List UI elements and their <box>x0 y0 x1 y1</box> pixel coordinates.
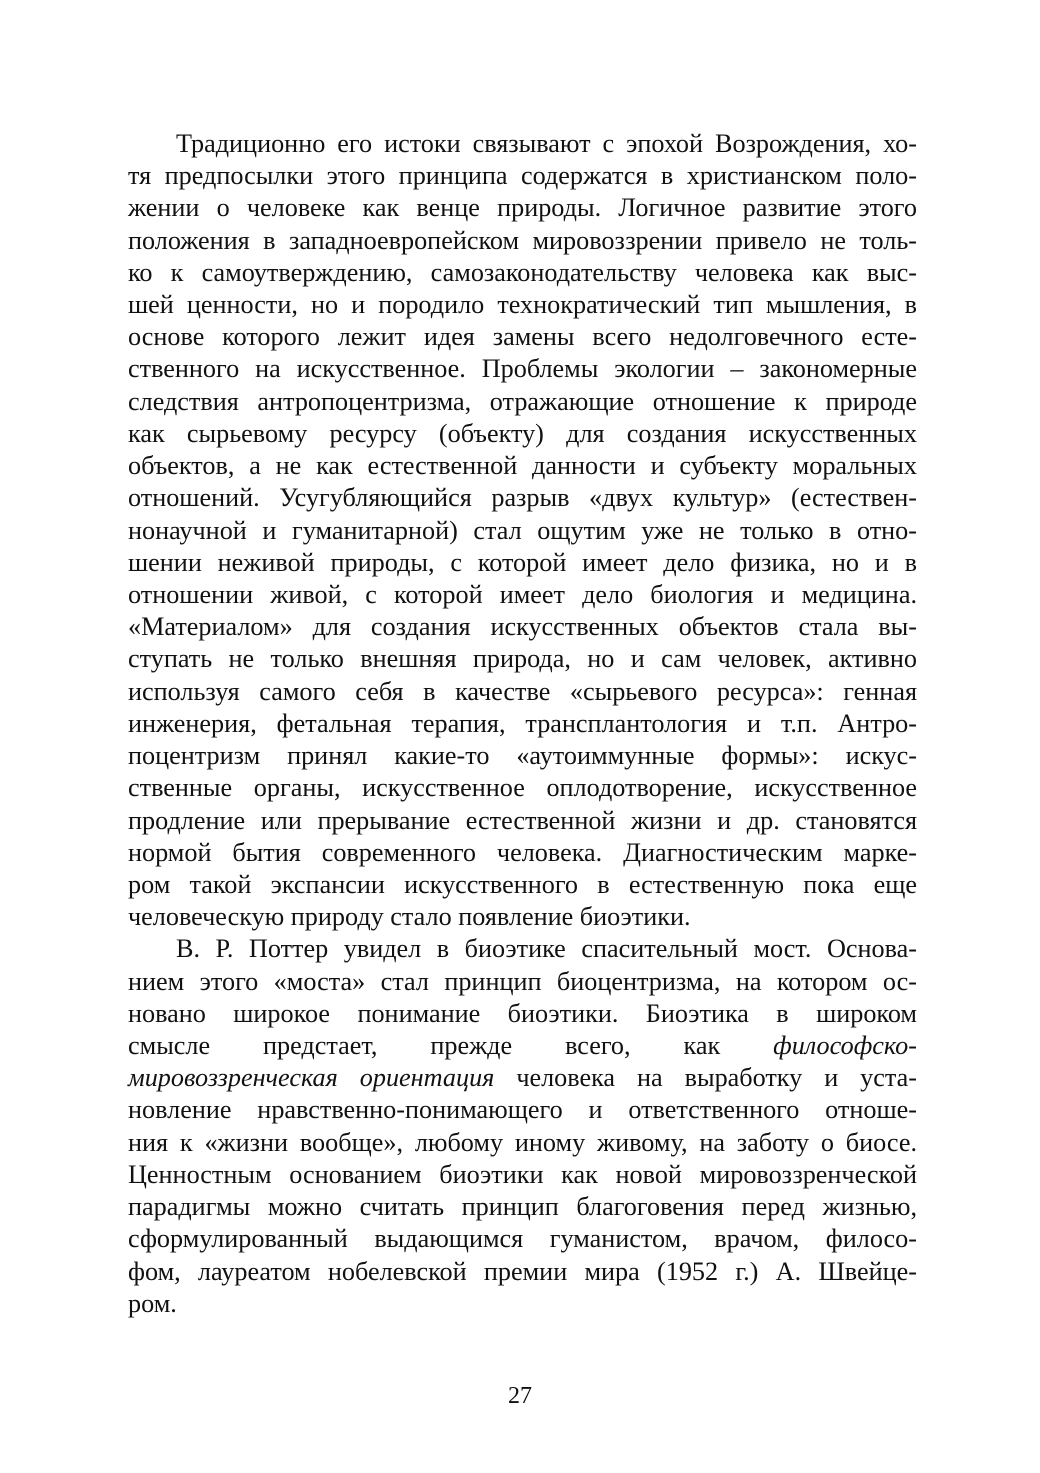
paragraph-1-line-24: ром такой экспансии искусственного в естественную пока еще <box>128 870 917 899</box>
paragraph-1-line-6: шей ценности, но и породило технократический тип мышления, в <box>128 290 917 319</box>
paragraph-1-line-25: человеческую природу стало появление биоэтики. <box>128 902 691 931</box>
paragraph-2-line-8: Ценностным основанием биоэтики как новой мировоззренческой <box>128 1160 917 1189</box>
paragraph-2-line-2: нием этого «моста» стал принцип биоцентризма, на котором ос- <box>128 967 917 996</box>
paragraph-2-line-7: ния к «жизни вообще», любому иному живому, на заботу о биосе. <box>128 1128 917 1157</box>
paragraph-2-line-4 <box>128 1030 917 1062</box>
paragraph-1-line-17: ступать не только внешняя природа, но и сам человек, активно <box>128 644 917 673</box>
paragraph-2-line-4-plain: смысле предстает, прежде всего, как <box>128 1031 774 1060</box>
paragraph-1-line-15: отношении живой, с которой имеет дело биология и медицина. <box>128 580 917 609</box>
paragraph-2-line-4-italic: философско- <box>773 1031 917 1060</box>
page-number: 27 <box>508 1383 532 1409</box>
paragraph-2-line-11: фом, лауреатом нобелевской премии мира (1952 г.) А. Швейце- <box>128 1257 917 1286</box>
paragraph-1-line-1: Традиционно его истоки связывают с эпохой Возрождения, хо- <box>176 129 917 158</box>
paragraph-1-line-5: ко к самоутверждению, самозаконодательству человека как выс- <box>128 258 917 287</box>
paragraph-1-line-13: нонаучной и гуманитарной) стал ощутим уже не только в отно- <box>128 516 917 545</box>
paragraph-2-line-5-plain: человека на выработку и уста- <box>494 1063 917 1092</box>
paragraph-2-line-5-italic: мировоззренческая ориентация <box>128 1063 495 1092</box>
paragraph-1-line-20: поцентризм принял какие-то «аутоиммунные формы»: искус- <box>128 741 917 770</box>
paragraph-1-line-23: нормой бытия современного человека. Диагностическим марке- <box>128 838 917 867</box>
paragraph-1-line-18: используя самого себя в качестве «сырьевого ресурса»: генная <box>128 677 917 706</box>
paragraph-1-line-12: отношений. Усугубляющийся разрыв «двух культур» (естествен- <box>128 483 917 512</box>
paragraph-1-line-7: основе которого лежит идея замены всего недолговечного есте- <box>128 322 917 351</box>
paragraph-2-line-9: парадигмы можно считать принцип благоговения перед жизнью, <box>128 1192 917 1221</box>
paragraph-2-line-3: новано широкое понимание биоэтики. Биоэтика в широком <box>128 999 917 1028</box>
paragraph-1-line-19: инженерия, фетальная терапия, трансплантология и т.п. Антро- <box>128 709 917 738</box>
paragraph-1-line-21: ственные органы, искусственное оплодотворение, искусственное <box>128 773 917 802</box>
paragraph-1-line-14: шении неживой природы, с которой имеет дело физика, но и в <box>128 548 917 577</box>
paragraph-1-line-22: продление или прерывание естественной жизни и др. становятся <box>128 806 917 835</box>
paragraph-2-line-1: В. Р. Поттер увидел в биоэтике спасительный мост. Основа- <box>176 934 917 963</box>
paragraph-1-line-16: «Материалом» для создания искусственных объектов стала вы- <box>128 612 917 641</box>
paragraph-1-line-2: тя предпосылки этого принципа содержатся в христианском поло- <box>128 161 917 190</box>
paragraph-2-line-12: ром. <box>128 1289 177 1318</box>
paragraph-1-line-9: следствия антропоцентризма, отражающие отношение к природе <box>128 387 917 416</box>
paragraph-1-line-4: положения в западноевропейском мировоззрении привело не толь- <box>128 226 917 255</box>
paragraph-2-line-10: сформулированный выдающимся гуманистом, врачом, филосо- <box>128 1224 917 1253</box>
paragraph-1-line-8: ственного на искусственное. Проблемы экологии – закономерные <box>128 354 917 383</box>
paragraph-1-line-10: как сырьевому ресурсу (объекту) для создания искусственных <box>128 419 917 448</box>
paragraph-2-line-5 <box>128 1062 917 1094</box>
paragraph-2-line-6: новление нравственно-понимающего и ответственного отноше- <box>128 1095 917 1124</box>
paragraph-1-line-3: жении о человеке как венце природы. Логичное развитие этого <box>128 193 917 222</box>
paragraph-1-line-11: объектов, а не как естественной данности и субъекту моральных <box>128 451 917 480</box>
